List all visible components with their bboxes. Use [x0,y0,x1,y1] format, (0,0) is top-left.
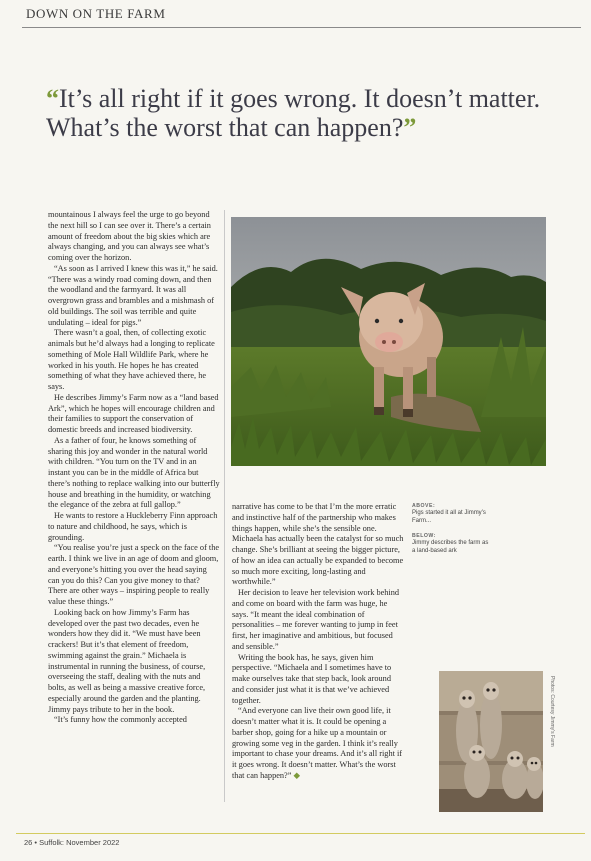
paragraph: Her decision to leave her television work behind and come on board with the farm was huge, he says. “It meant the ideal combination of personalities – me forever wanting to jump in feet first, her imaginative and ambitious, but focused and sensible.” [232,588,400,651]
paragraph: “As soon as I arrived I knew this was it,” he said. “There was a windy road coming down, and then the woodland and the farmyard. It was all overgrown grass and brambles and a mishmash of old buildings. The soil was terrible and quite undulating – ideal for pigs.” [48,263,218,327]
article-column-left [48,210,220,726]
meerkats-illustration [439,671,543,812]
column-divider [224,210,225,802]
close-quote-mark: ” [403,113,417,142]
paragraph: Writing the book has, he says, given him perspective. “Michaela and I sometimes have to make ourselves take that step back, look around and consider just what it is that we’ve achieved together. [232,652,392,705]
photo-credit: Photos: Courtesy Jimmy's Farm [549,676,555,747]
pig-illustration [231,217,546,466]
photo-captions [412,503,492,563]
footer-rule [16,833,585,834]
page-footer: 26 • Suffolk: November 2022 [24,838,120,847]
caption-below-text: Jimmy describes the farm as a land-based ark [412,540,489,554]
paragraph: He wants to restore a Huckleberry Finn approach to nature and childhood, he says, which is grounding. [48,511,218,542]
paragraph: mountainous I always feel the urge to go beyond the next hill so I can see over it. There’s a certain amount of freedom about the big skies which are always changing, and you can always see what’s coming over the horizon. [48,210,211,262]
pull-quote-text: It’s all right if it goes wrong. It doesn’t matter. What’s the worst that can happen? [46,84,541,142]
end-mark-icon: ◆ [293,770,300,780]
pull-quote [46,84,566,142]
caption-above-text: Pigs started it all at Jimmy’s Farm... [412,510,486,524]
caption-below-label: BELOW: [412,533,436,539]
open-quote-mark: “ [46,84,59,113]
paragraph: There wasn’t a goal, then, of collecting exotic animals but he’d always had a longing to replicate something of Mole Hall Wildlife Park, where he worked in his youth. He hopes he has created something of what they have achieved there, he says. [48,328,215,391]
paragraph: As a father of four, he knows something of sharing this joy and wonder in the natural world with children. “You turn on the TV and in an instant you can be in the middle of Africa but there’s nothing to replace walking into our butterfly house and breathing in the humidity, or watching the elegance of the zebra at full gallop.” [48,435,220,510]
section-label: DOWN ON THE FARM [26,6,166,21]
pig-photo [231,217,546,466]
article-column-middle [232,502,404,782]
paragraph: “You realise you’re just a speck on the face of the earth. I think we live in an age of doom and gloom, and everyone’s hitting you over the head saying can you do this? Can you give money to that? There are other ways – inspiring people to really value these things.” [48,543,220,606]
paragraph [232,706,404,781]
paragraph: “It’s funny how the commonly accepted [54,715,187,725]
section-rule [22,27,581,28]
paragraph: He describes Jimmy’s Farm now as a “land based Ark”, which he hopes will encourage children and their families to support the conservation of domestic breeds and increased biodiversity. [48,392,219,434]
paragraph: narrative has come to be that I’m the more erratic and instinctive half of the partnership who makes things happen, while she’s the sensible one. Michaela has actually been the catalyst for so much change. She’s brilliant at seeing the bigger picture, of how an idea can actually be expanded to become so much more exciting, long-lasting and worthwhile.” [232,502,404,587]
paragraph-text: “And everyone can live their own good life, it doesn’t matter what it is. It could be opening a barber shop, going for a hike up a mountain or growing some veg in the garden. I think it’s really important to chase your dreams. And it’s all right if it goes wrong. It doesn’t matter. What’s the worst that can happen?” [232,706,403,780]
meerkats-photo [439,671,543,812]
caption-above-label: ABOVE: [412,503,436,509]
paragraph: Looking back on how Jimmy’s Farm has developed over the past two decades, even he wonders how they did it. “We must have been crackers! But it’s that element of freedom, swimming against the grain.” Michaela is instrumental in running the business, of course, overseeing the staff, dealing with the nuts and bolts, as well as being a massive creative force, especially around the garden and the planting. Jimmy pays tribute to her in the book. [48,607,206,714]
